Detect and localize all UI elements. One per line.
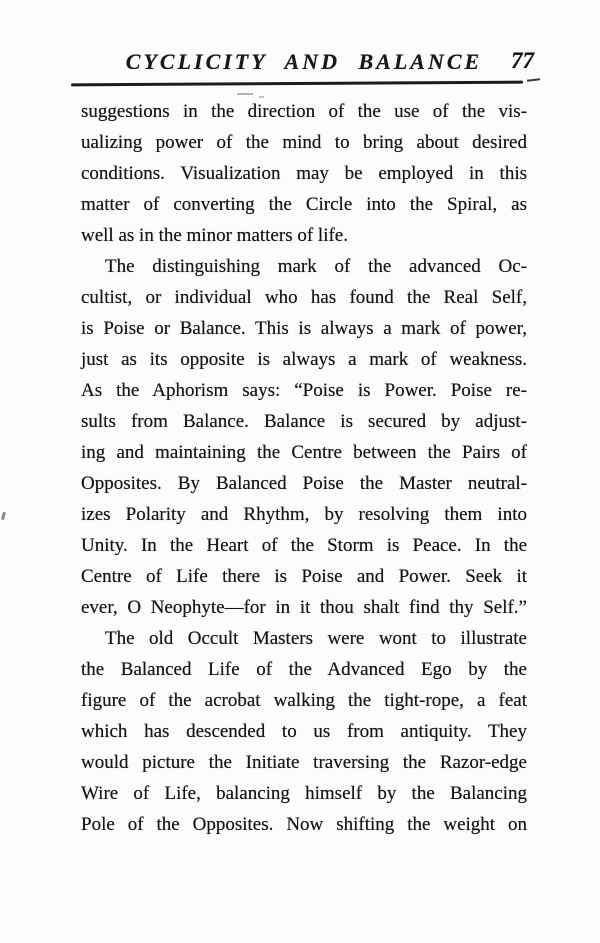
text-line: Unity. In the Heart of the Storm is Peace. In the bbox=[81, 535, 527, 556]
text-line: ing and maintaining the Centre between the Pairs of bbox=[81, 442, 527, 463]
text-line: the Balanced Life of the Advanced Ego by the bbox=[81, 659, 527, 680]
paragraph bbox=[81, 251, 527, 623]
text-line: As the Aphorism says: “Poise is Power. Poise re- bbox=[81, 380, 527, 401]
text-line: ualizing power of the mind to bring about desired bbox=[81, 132, 527, 153]
text-line: Wire of Life, balancing himself by the Balancing bbox=[81, 783, 527, 804]
print-smudge bbox=[237, 93, 253, 95]
text-line: matter of converting the Circle into the Spiral, as bbox=[81, 194, 527, 215]
text-line: figure of the acrobat walking the tight-rope, a feat bbox=[81, 690, 527, 711]
text-line: Opposites. By Balanced Poise the Master neutral- bbox=[81, 473, 527, 494]
text-line: izes Polarity and Rhythm, by resolving them into bbox=[81, 504, 527, 525]
chapter-title: CYCLICITY AND BALANCE bbox=[125, 49, 483, 74]
header-rule bbox=[71, 81, 523, 87]
text-line: cultist, or individual who has found the Real Self, bbox=[81, 287, 527, 308]
text-line: just as its opposite is always a mark of weakness. bbox=[81, 349, 527, 370]
text-line: Centre of Life there is Poise and Power. Seek it bbox=[81, 566, 527, 587]
text-line: would picture the Initiate traversing the Razor-edge bbox=[81, 752, 527, 773]
text-line: Pole of the Opposites. Now shifting the weight on bbox=[81, 814, 527, 835]
text-line: is Poise or Balance. This is always a mark of power, bbox=[81, 318, 527, 339]
text-line: ever, O Neophyte—for in it thou shalt find thy Self.” bbox=[81, 597, 527, 618]
text-line: well as in the minor matters of life. bbox=[81, 225, 348, 246]
paragraph bbox=[81, 96, 527, 251]
page-number: 77 bbox=[511, 48, 534, 73]
text-line: conditions. Visualization may be employed in this bbox=[81, 163, 527, 184]
text-line: The old Occult Masters were wont to illustrate bbox=[105, 628, 527, 649]
body-text bbox=[81, 96, 527, 840]
text-line: suggestions in the direction of the use of the vis- bbox=[81, 101, 527, 122]
text-line: which has descended to us from antiquity. They bbox=[81, 721, 527, 742]
text-line: The distinguishing mark of the advanced Oc- bbox=[105, 256, 527, 277]
margin-artifact bbox=[1, 512, 6, 520]
header-rule-dash bbox=[527, 78, 540, 82]
text-line: sults from Balance. Balance is secured by adjust- bbox=[81, 411, 527, 432]
running-head bbox=[81, 49, 527, 75]
paragraph bbox=[81, 623, 527, 840]
